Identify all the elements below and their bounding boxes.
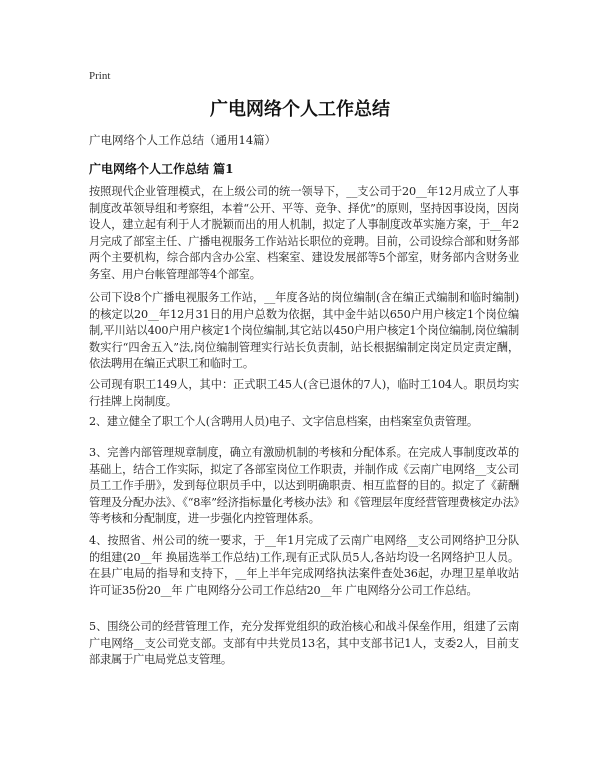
paragraph-5: 3、完善内部管理规章制度，确立有激励机制的考核和分配体系。在完成人事制度改革的基础上，结合工作实际，拟定了各部室岗位工作职责，并制作成《云南广电网络__支公司员工工作手册》，发到每位职员手中，以达到明确职责、相互监督的目的。拟定了《薪酬管理及分配办法》、《“8率”经济指标量化考核办法》和《管理层年度经营管理费核定办法》等考核和分配制度，进一步强化内控管理体系。 — [89, 446, 519, 525]
page-title: 广电网络个人工作总结 — [210, 99, 390, 120]
paragraph-7: 5、围绕公司的经营管理工作，充分发挥党组织的政治核心和战斗保垒作用，组建了云南广电网络__支公司党支部。支部有中共党员13名，其中支部书记1人，支委2人，目前支部隶属于广电局党总支管理。 — [89, 620, 519, 666]
paragraph-2: 公司下设8个广播电视服务工作站，__年度各站的岗位编制(含在编正式编制和临时编制)的核定以20__年12月31日的用户总数为依据，其中金牛站以650户用户核定1个岗位编制,平川站以400户用户核定1个岗位编制,其它站以450户用户核定1个岗位编制,岗位编制数实行“四舍五入”法,岗位编制管理实行站长负责制，站长根据编制定岗定员定责定酬，依法聘用在编正式职工和临时工。 — [89, 291, 519, 370]
paragraph-4: 2、建立健全了职工个人(含聘用人员)电子、文字信息档案，由档案室负责管理。 — [89, 415, 478, 428]
paragraph-3: 公司现有职工149人，其中：正式职工45人(含已退休的7人)，临时工104人。职员均实行挂牌上岗制度。 — [89, 378, 519, 408]
print-link[interactable]: Print — [89, 70, 111, 82]
section-heading: 广电网络个人工作总结 篇1 — [89, 162, 234, 176]
paragraph-1: 按照现代企业管理模式，在上级公司的统一领导下，__支公司于20__年12月成立了人事制度改革领导组和考察组，本着“公开、平等、竞争、择优”的原则，坚持因事设岗，因岗设人，建立起有利于人才脱颖而出的用人机制，拟定了人事制度改革实施方案，于__年2月完成了部室主任、广播电视服务工作站站长职位的竞聘。目前，公司设综合部和财务部两个主要机构，综合部内含办公室、档案室、建设发展部等5个部室，财务部内含财务业务室、用户台帐管理部等4个部室。 — [89, 185, 519, 281]
paragraph-6: 4、按照省、州公司的统一要求，于__年1月完成了云南广电网络__支公司网络护卫分队的组建(20__年 换届选举工作总结)工作,现有正式队员5人,各站均设一名网络护卫人员。在县广电局的指导和支持下，__年上半年完成网络执法案件查处36起，办理卫星单收站许可证35份20__年 广电网络分公司工作总结20__年 广电网络分公司工作总结。 — [89, 534, 519, 597]
document-subtitle: 广电网络个人工作总结（通用14篇） — [89, 133, 277, 147]
